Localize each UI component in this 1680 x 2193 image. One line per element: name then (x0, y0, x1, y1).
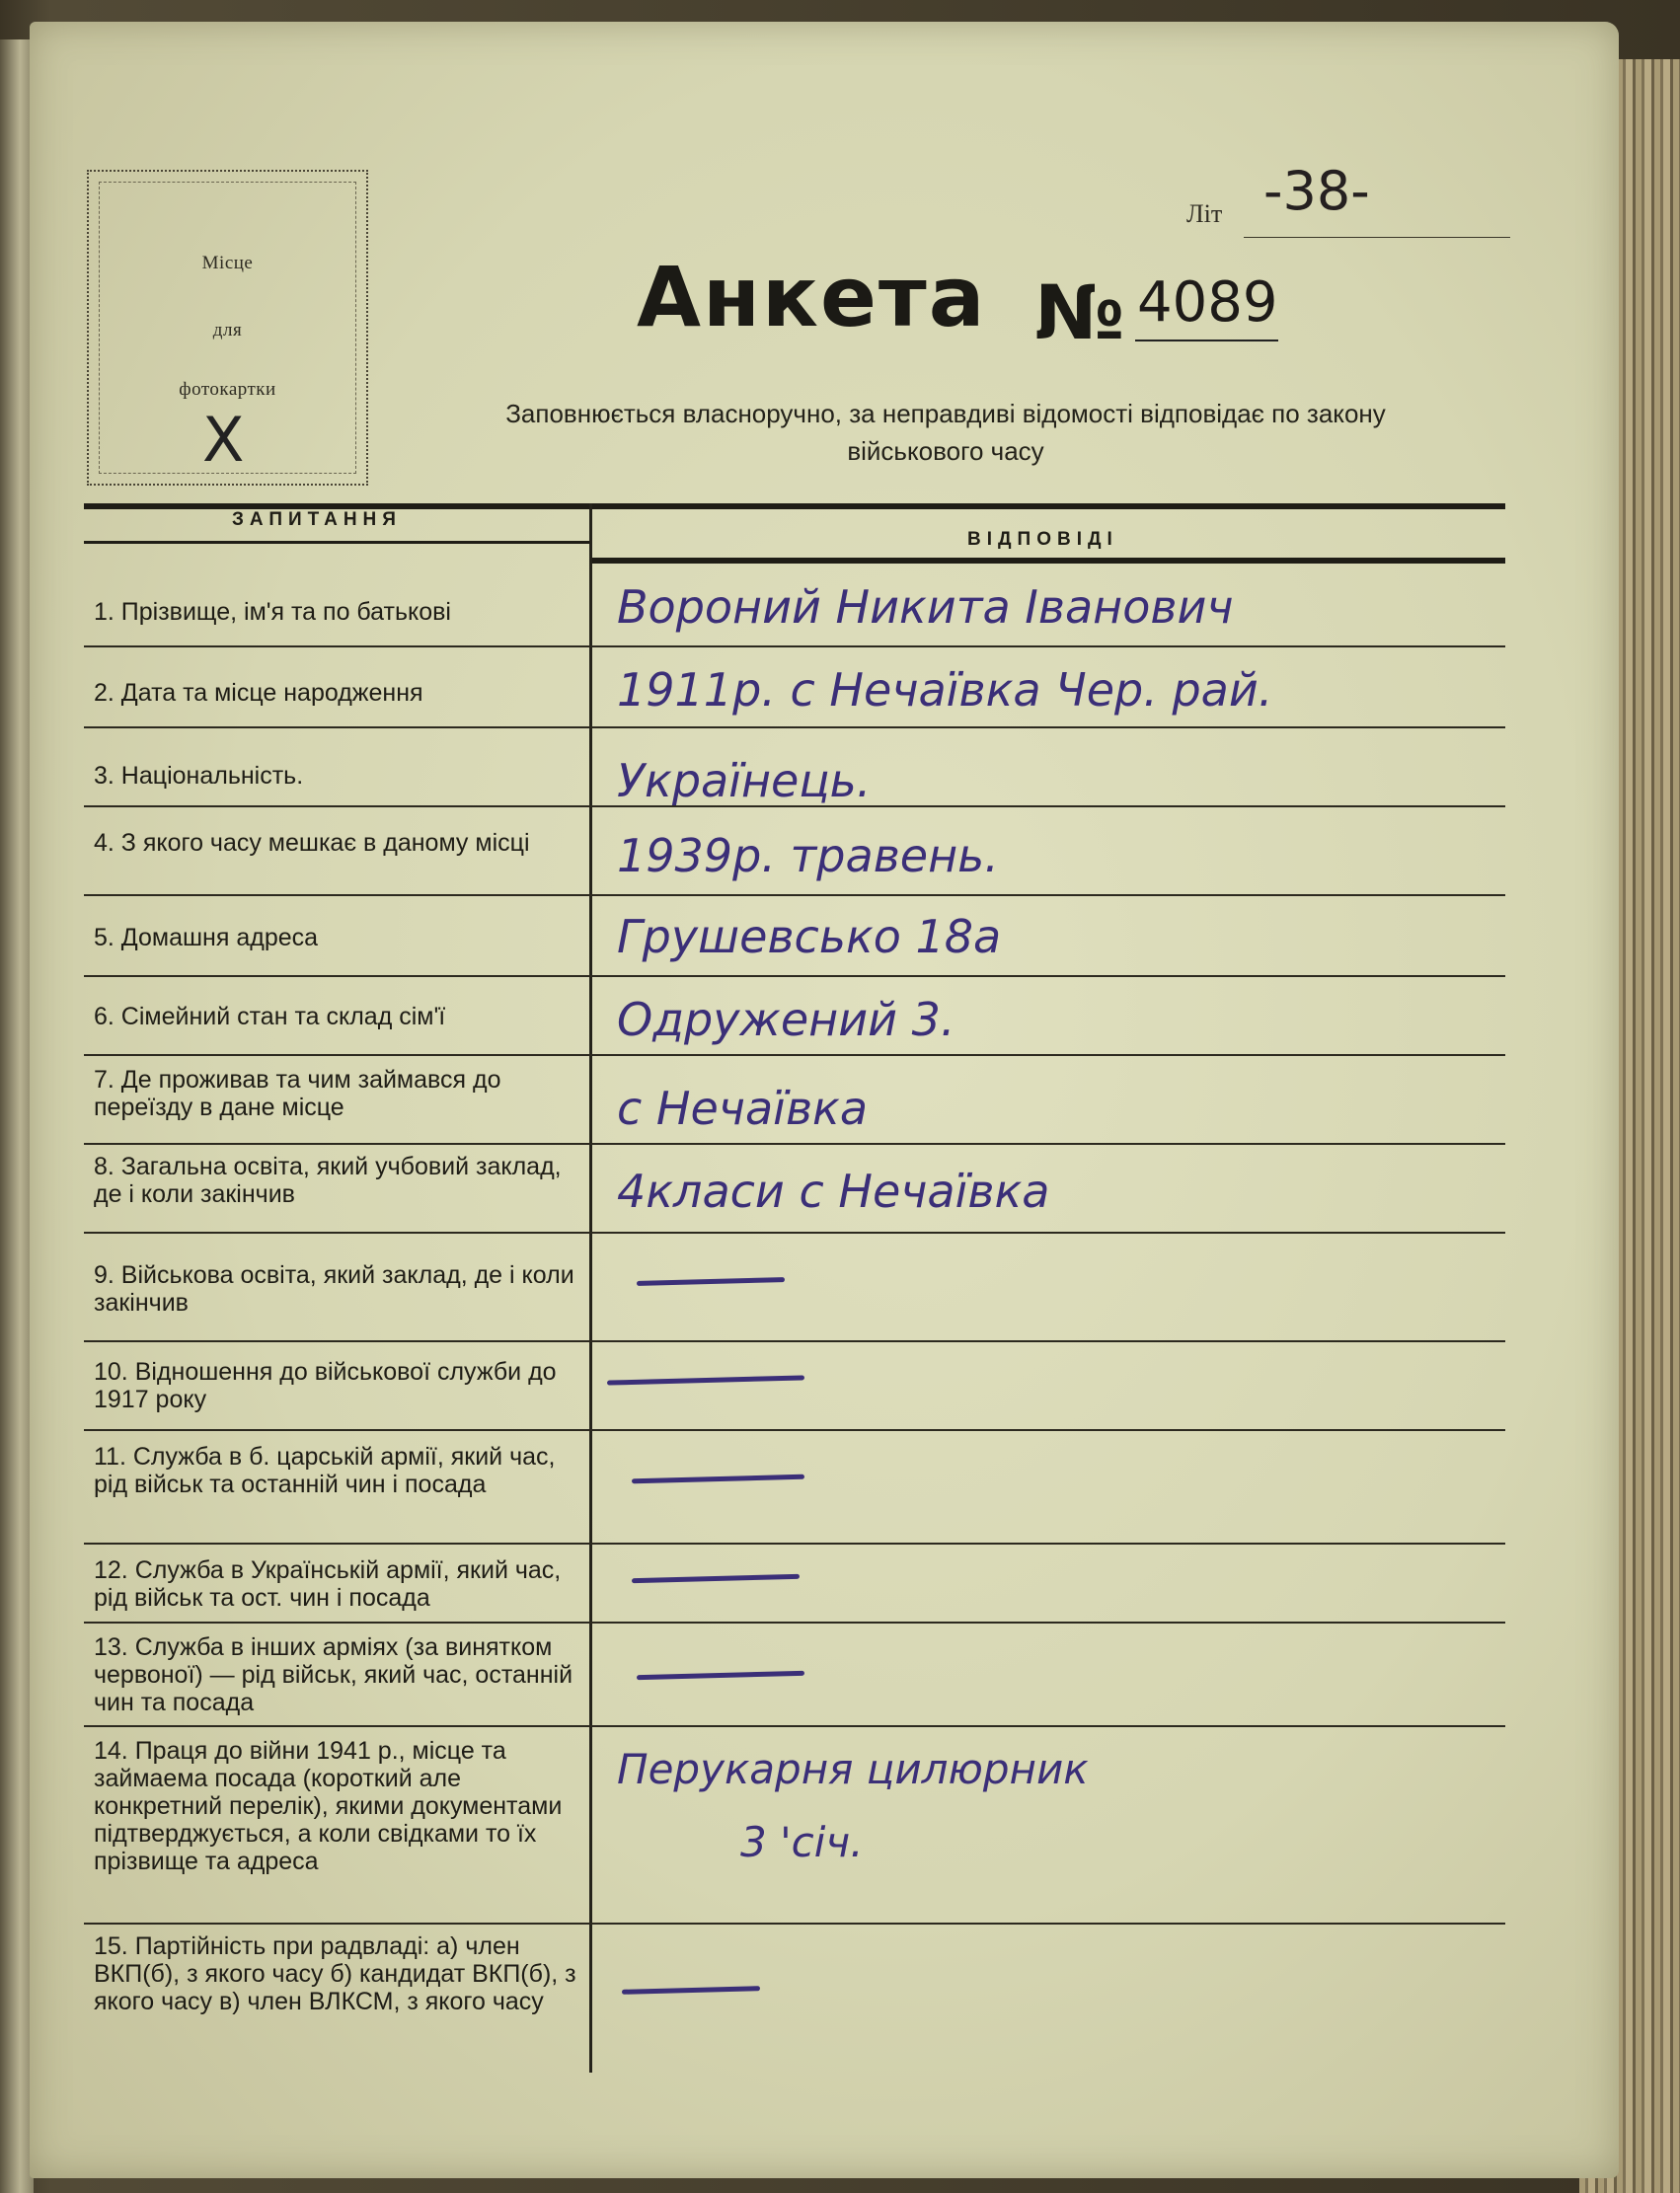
question-3: 3. Національність. (94, 762, 304, 790)
photo-label-3: фотокартки (179, 379, 276, 400)
photo-mark: X (202, 404, 245, 476)
subtitle-line-2: військового часу (847, 436, 1044, 466)
answer-13-dash (637, 1671, 804, 1680)
table-row (84, 1727, 1505, 1925)
photo-label-1: Місце (201, 253, 254, 273)
answer-7: с Нечаївка (617, 1082, 869, 1135)
answer-12-dash (632, 1574, 800, 1583)
question-8: 8. Загальна освіта, який учбовий заклад, де і коли закінчив (94, 1153, 562, 1208)
question-4: 4. З якого часу мешкає в даному місці (94, 829, 530, 857)
table-row (84, 561, 1505, 647)
question-9: 9. Військова освіта, який заклад, де і коли закінчив (94, 1261, 574, 1317)
table-row (84, 1545, 1505, 1624)
question-6: 6. Сімейний стан та склад сім'ї (94, 1003, 446, 1030)
question-1: 1. Прізвище, ім'я та по батькові (94, 598, 451, 626)
question-2: 2. Дата та місце народження (94, 679, 423, 707)
subtitle (403, 395, 1489, 470)
answer-11-dash (632, 1475, 804, 1484)
question-7: 7. Де проживав та чим займався до переїзду в дане місце (94, 1066, 501, 1121)
table-row (84, 1056, 1505, 1145)
lit-value: -38- (1263, 160, 1370, 222)
subtitle-line-1: Заповнюється власноручно, за неправдиві відомості відповідає по закону (505, 399, 1386, 428)
table-row (84, 896, 1505, 977)
answer-1: Вороний Никита Іванович (617, 580, 1234, 634)
form-page (30, 22, 1619, 2178)
page-title: Анкета (637, 249, 987, 345)
answer-9-dash (637, 1277, 785, 1286)
question-12: 12. Служба в Українській армії, який час, рід військ та ост. чин і посада (94, 1556, 562, 1612)
table-row (84, 1234, 1505, 1342)
answer-5: Грушевсько 18а (617, 910, 1002, 963)
questions-header: ЗАПИТАННЯ (232, 509, 402, 530)
lit-underline (1244, 237, 1510, 238)
number-underline (1135, 340, 1278, 341)
question-10: 10. Відношення до військової служби до 1917 року (94, 1358, 557, 1413)
table-row (84, 1624, 1505, 1727)
answers-header: ВІДПОВІДІ (967, 529, 1118, 550)
answer-10-dash (607, 1375, 804, 1385)
answer-3: Українець. (617, 754, 872, 807)
answer-14: Перукарня цилюрник (617, 1745, 1089, 1793)
table-row (84, 977, 1505, 1056)
answer-2: 1911р. с Нечаївка Чер. рай. (617, 663, 1273, 717)
table-row (84, 1342, 1505, 1431)
table-row (84, 1145, 1505, 1234)
answer-14-line-2: 3 'січ. (740, 1818, 864, 1866)
table-row (84, 1925, 1505, 2063)
answer-4: 1939р. травень. (617, 829, 999, 882)
number-sign: № (1034, 268, 1125, 356)
answer-6: Одружений 3. (617, 993, 955, 1046)
question-11: 11. Служба в б. царській армії, який час, рід військ та останній чин і посада (94, 1443, 556, 1498)
answer-8: 4класи с Нечаївка (617, 1165, 1050, 1218)
table-row (84, 647, 1505, 728)
photo-placeholder (87, 170, 368, 486)
question-14: 14. Праця до війни 1941 р., місце та займаема посада (короткий але конкретний перелік), якими документами підтверджується, а коли свідками то їх прізвище та адреса (94, 1737, 563, 1875)
table-row (84, 728, 1505, 807)
question-13: 13. Служба в інших арміях (за винятком червоної) — рід військ, який час, останній чин та посада (94, 1633, 573, 1716)
question-15: 15. Партійність при радвладі: а) член ВКП(б), з якого часу б) кандидат ВКП(б), з якого часу в) член ВЛКСМ, з якого часу (94, 1932, 576, 2015)
answer-15-dash (622, 1986, 760, 1995)
questionnaire-table (84, 503, 1505, 2073)
table-row (84, 1431, 1505, 1545)
table-row (84, 807, 1505, 896)
left-page-edge (0, 39, 34, 2193)
form-number: 4089 (1137, 270, 1278, 335)
question-5: 5. Домашня адреса (94, 924, 319, 951)
photo-label-2: для (212, 320, 243, 340)
lit-label: Літ (1186, 199, 1223, 228)
